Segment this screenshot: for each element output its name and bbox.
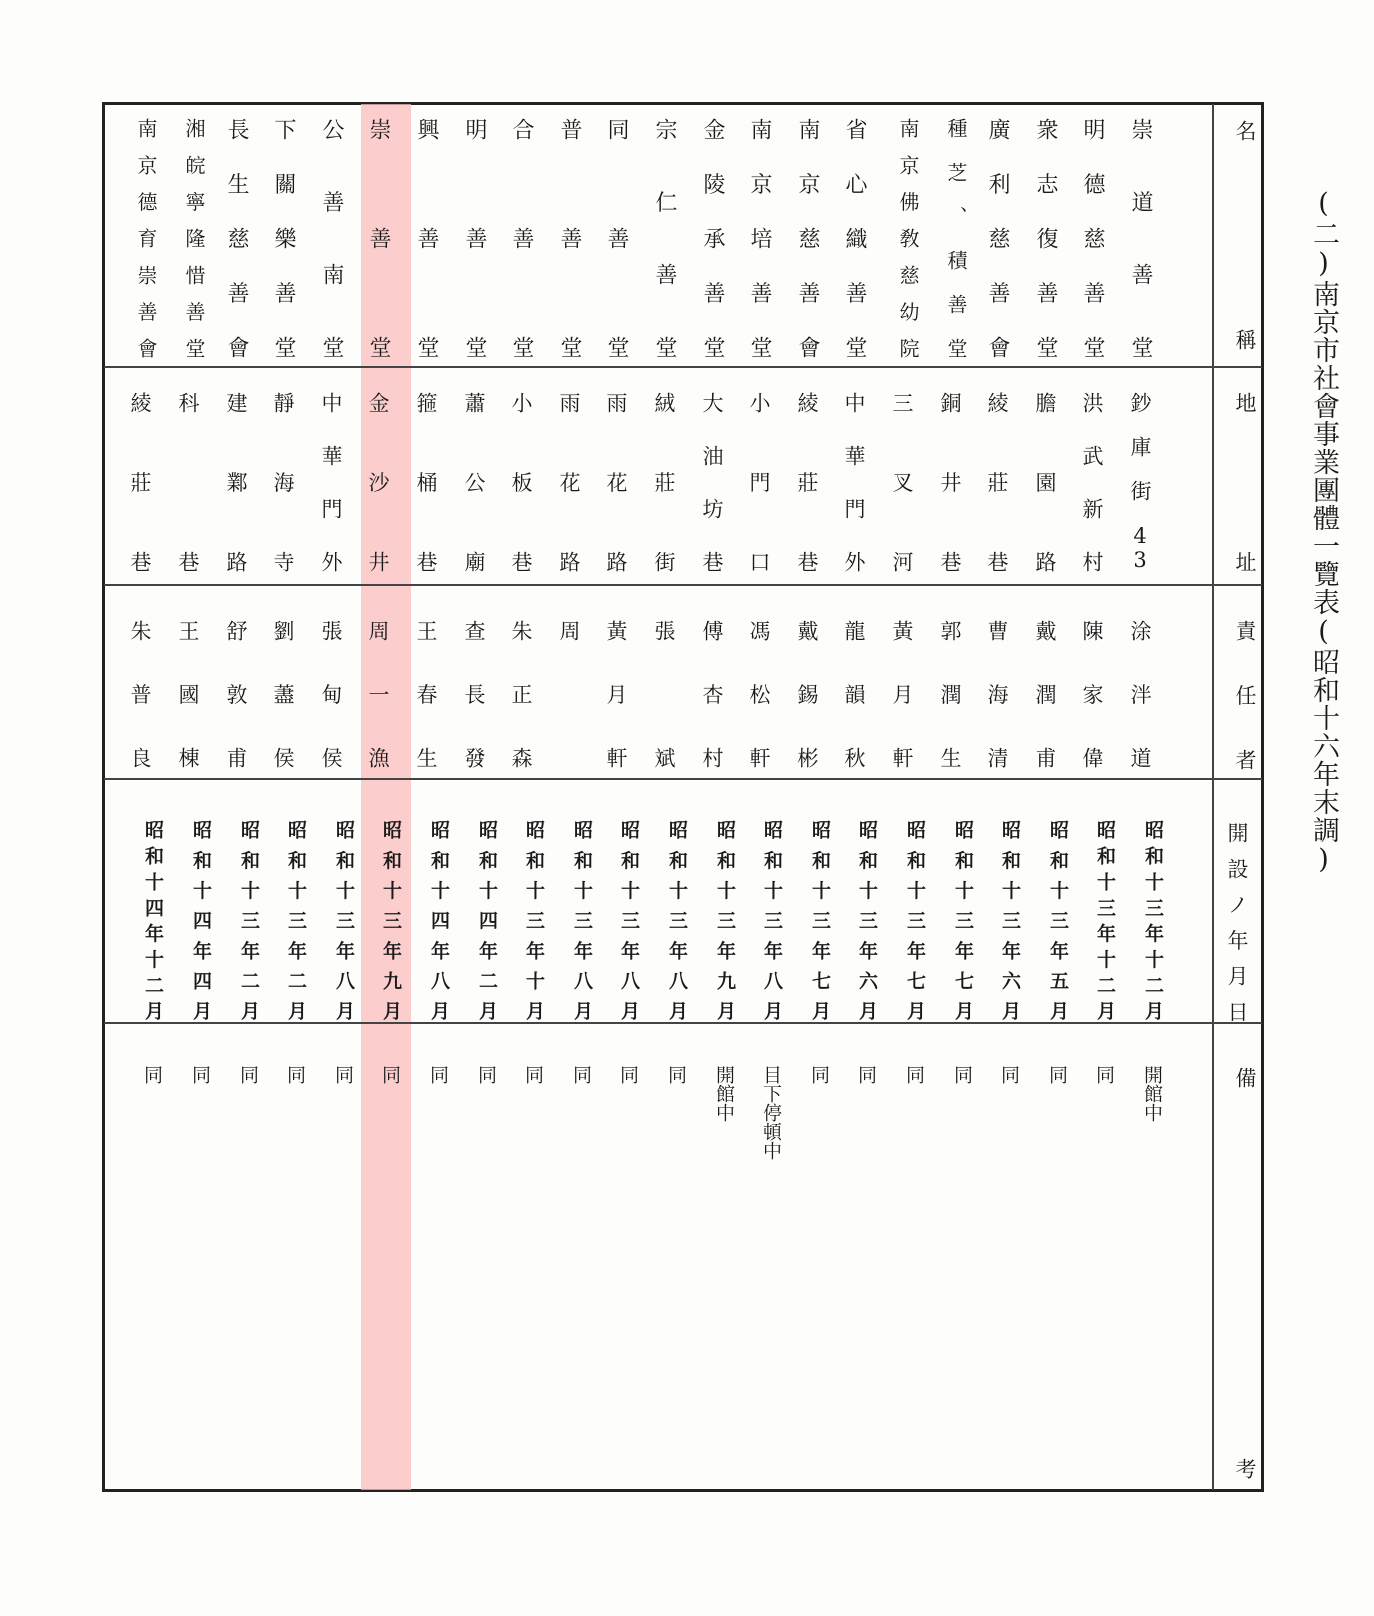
row-address: 綾莊巷 [795, 392, 819, 572]
row-remarks: 同 [332, 1065, 354, 1084]
row-name: 省心織善堂 [842, 118, 867, 358]
row-name: 長生慈善會 [224, 118, 249, 358]
row-opened: 昭和十三年八月 [333, 820, 355, 1020]
row-opened: 昭和十四年四月 [190, 820, 212, 1020]
row-address: 銅井巷 [938, 392, 962, 572]
row-responsible: 郭潤生 [938, 620, 962, 768]
row-responsible: 查長發 [462, 620, 486, 768]
row-responsible: 朱正森 [509, 620, 533, 768]
divider-name [104, 366, 1262, 368]
row-name: 南京培善堂 [747, 118, 772, 358]
row-remarks: 同 [617, 1065, 639, 1084]
row-responsible: 黃月軒 [604, 620, 628, 768]
row-opened: 昭和十三年八月 [666, 820, 688, 1020]
row-name: 明善堂 [462, 118, 487, 358]
row-opened: 昭和十三年六月 [856, 820, 878, 1020]
row-address: 三叉河 [890, 392, 914, 572]
row-name: 崇道善堂 [1128, 118, 1153, 358]
row-remarks: 同 [570, 1065, 592, 1084]
row-remarks: 同 [855, 1065, 877, 1084]
row-name: 普善堂 [557, 118, 582, 358]
row-opened: 昭和十三年二月 [238, 820, 260, 1020]
row-address: 建鄴路 [224, 392, 248, 572]
row-opened: 昭和十四年八月 [428, 820, 450, 1020]
header-opened: 開設ノ年月日 [1225, 822, 1249, 1022]
row-opened: 昭和十三年七月 [952, 820, 974, 1020]
row-opened: 昭和十三年八月 [571, 820, 593, 1020]
row-remarks: 開館中 [713, 1065, 735, 1122]
row-responsible: 戴錫彬 [795, 620, 819, 768]
row-name: 南京慈善會 [795, 118, 820, 358]
row-name: 衆志復善堂 [1033, 118, 1058, 358]
row-name: 宗仁善堂 [652, 118, 677, 358]
row-opened: 昭和十三年二月 [285, 820, 307, 1020]
row-opened: 昭和十三年五月 [1047, 820, 1069, 1020]
row-responsible: 陳家偉 [1080, 620, 1104, 768]
row-responsible: 劉藎侯 [271, 620, 295, 768]
row-responsible: 涂泮道 [1128, 620, 1152, 768]
header-remarks-bottom: 考 [1233, 1457, 1257, 1479]
row-responsible: 黃月軒 [890, 620, 914, 768]
row-name: 興善堂 [414, 118, 439, 358]
row-responsible: 張斌 [652, 620, 676, 768]
row-responsible: 王國棟 [176, 620, 200, 768]
row-remarks: 同 [808, 1065, 830, 1084]
page-title: (二)南京市社會事業團體一覽表(昭和十六年末調) [1308, 188, 1339, 876]
divider-opened [104, 1022, 1262, 1024]
row-name: 明德慈善堂 [1080, 118, 1105, 358]
row-opened: 昭和十三年七月 [904, 820, 926, 1020]
row-address: 小門口 [747, 392, 771, 572]
row-name: 公善南堂 [319, 118, 344, 358]
row-name: 崇善堂 [366, 118, 391, 358]
row-remarks: 同 [427, 1065, 449, 1084]
row-remarks: 同 [141, 1065, 163, 1084]
row-address: 鈔庫街43 [1128, 392, 1152, 572]
row-address: 科巷 [176, 392, 200, 572]
row-opened: 昭和十三年六月 [999, 820, 1021, 1020]
header-name: 名稱 [1233, 120, 1257, 350]
row-remarks: 同 [522, 1065, 544, 1084]
row-responsible: 舒敦甫 [224, 620, 248, 768]
row-name: 下關樂善堂 [271, 118, 296, 358]
row-opened: 昭和十三年八月 [761, 820, 783, 1020]
row-address: 中華門外 [319, 392, 343, 572]
row-address: 雨花路 [604, 392, 628, 572]
row-address: 箍桶巷 [414, 392, 438, 572]
row-responsible: 傅杏村 [700, 620, 724, 768]
header-responsible: 責任者 [1233, 620, 1257, 770]
row-address: 大油坊巷 [700, 392, 724, 572]
row-address: 靜海寺 [271, 392, 295, 572]
row-address: 小板巷 [509, 392, 533, 572]
row-opened: 昭和十四年二月 [476, 820, 498, 1020]
row-remarks: 開館中 [1141, 1065, 1163, 1122]
row-responsible: 朱普良 [128, 620, 152, 768]
row-address: 蕭公廟 [462, 392, 486, 572]
row-address: 金沙井 [366, 392, 390, 572]
row-address: 綾莊巷 [985, 392, 1009, 572]
row-opened: 昭和十三年十二月 [1094, 820, 1116, 1020]
row-remarks: 同 [379, 1065, 401, 1084]
row-responsible: 馮松軒 [747, 620, 771, 768]
row-opened: 昭和十三年九月 [380, 820, 402, 1020]
row-remarks: 目下停頓中 [760, 1065, 782, 1160]
header-remarks-top: 備 [1233, 1066, 1257, 1088]
header-address: 地址 [1233, 392, 1257, 572]
row-name: 南京佛敎慈幼院 [896, 118, 920, 358]
row-name: 湘皖寧隆惜善堂 [182, 118, 206, 358]
row-opened: 昭和十三年八月 [618, 820, 640, 1020]
row-name: 金陵承善堂 [700, 118, 725, 358]
row-remarks: 同 [284, 1065, 306, 1084]
row-address: 膽園路 [1033, 392, 1057, 572]
row-opened: 昭和十三年九月 [714, 820, 736, 1020]
row-name: 同善堂 [604, 118, 629, 358]
row-remarks: 同 [951, 1065, 973, 1084]
row-remarks: 同 [665, 1065, 687, 1084]
row-responsible: 曹海清 [985, 620, 1009, 768]
row-name: 種芝、積善堂 [944, 118, 968, 358]
row-name: 合善堂 [509, 118, 534, 358]
row-address: 絨莊街 [652, 392, 676, 572]
row-responsible: 周 [557, 620, 581, 641]
row-remarks: 同 [1093, 1065, 1115, 1084]
row-remarks: 同 [998, 1065, 1020, 1084]
row-address: 中華門外 [842, 392, 866, 572]
row-responsible: 張甸侯 [319, 620, 343, 768]
divider-address [104, 584, 1262, 586]
divider-responsible [104, 778, 1262, 780]
row-responsible: 王春生 [414, 620, 438, 768]
row-name: 南京德育崇善會 [134, 118, 158, 358]
row-remarks: 同 [475, 1065, 497, 1084]
row-address: 洪武新村 [1080, 392, 1104, 572]
row-opened: 昭和十四年十二月 [142, 820, 164, 1020]
row-remarks: 同 [189, 1065, 211, 1084]
row-opened: 昭和十三年十二月 [1142, 820, 1164, 1020]
row-address: 雨花路 [557, 392, 581, 572]
row-opened: 昭和十三年七月 [809, 820, 831, 1020]
row-address: 綾莊巷 [128, 392, 152, 572]
row-responsible: 戴潤甫 [1033, 620, 1057, 768]
row-remarks: 同 [903, 1065, 925, 1084]
row-name: 廣利慈善會 [985, 118, 1010, 358]
row-remarks: 同 [237, 1065, 259, 1084]
row-responsible: 周一漁 [366, 620, 390, 768]
row-responsible: 龍韻秋 [842, 620, 866, 768]
row-opened: 昭和十三年十月 [523, 820, 545, 1020]
row-remarks: 同 [1046, 1065, 1068, 1084]
